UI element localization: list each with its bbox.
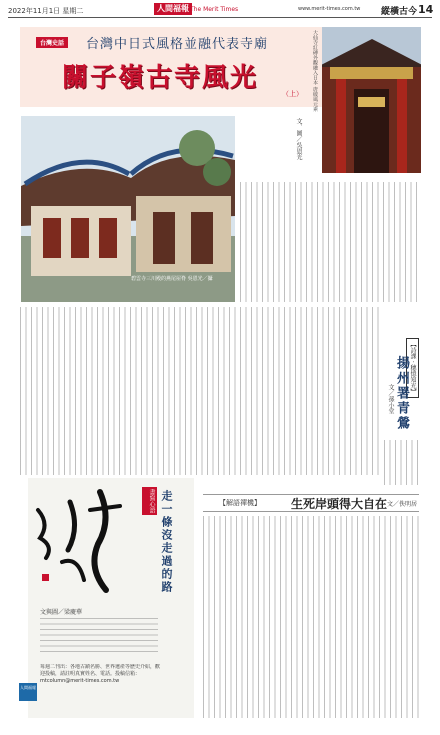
calligraphy-title: 走一條沒走過的路 — [160, 490, 173, 594]
poem-column-tag: 【詩課 ‧ 穗憶知光】 — [406, 338, 419, 398]
site-url: www.merit-times.com.tw — [298, 6, 361, 12]
masthead-logo: 人間福報 — [154, 3, 192, 15]
feature-title: 關子嶺古寺風光 — [62, 63, 259, 93]
issue-date: 2022年11月1日 星期二 — [8, 7, 84, 15]
calligraphy-author: 文與圖／梁慶華 — [40, 609, 83, 616]
zen-article-author: 文／佚明居 — [387, 501, 418, 508]
zen-article-title: 生死岸頭得大自在 — [291, 497, 388, 511]
temple-roof-photo — [21, 116, 235, 302]
calligraphy-artwork — [28, 480, 128, 600]
paper-logo-icon: 人間福報 — [19, 683, 37, 701]
calligraphy-column-badge: 書寫心語 — [142, 487, 157, 515]
feature-subtitle: 台灣中日式風格並融代表寺廟 — [86, 37, 269, 52]
column-badge: 台灣史話 — [36, 37, 68, 48]
zen-article-body — [203, 516, 419, 718]
feature-body-lower — [20, 307, 380, 475]
feature-title-box — [20, 27, 322, 107]
page-header — [8, 3, 432, 18]
submission-notice: 每週二刊出：各地古蹟名勝、世界遺產等歷史介紹，歡迎投稿，請註明真實姓名、電話。投稿信箱：mtcolumn@merit-times.com.tw — [40, 664, 161, 684]
temple-gate-photo — [322, 27, 421, 173]
poem-author: 文／孫小堂 — [387, 384, 394, 414]
feature-byline: 文、圖／吳恩光 — [295, 118, 302, 160]
gate-photo-caption: 大仙寺紅磚外觀融入日本 唐破風元素 — [312, 30, 318, 112]
page-number: 14 — [418, 3, 434, 16]
section-name: 縱橫古今 — [381, 7, 418, 17]
feature-part: （上） — [282, 90, 303, 98]
poem-title: 揚州署青鶯 — [394, 356, 409, 431]
temple-photo-caption: 碧雲寺三川殿的燕尾屋脊 吳恩光／攝 — [131, 276, 213, 282]
zen-column-tag: 【解語禪機】 — [219, 499, 261, 507]
masthead-logo-en: The Merit Times — [190, 6, 239, 13]
calligraphy-body — [40, 616, 158, 652]
poem-body — [384, 440, 422, 485]
feature-body-upper — [240, 182, 420, 302]
zen-article-header — [203, 494, 419, 512]
